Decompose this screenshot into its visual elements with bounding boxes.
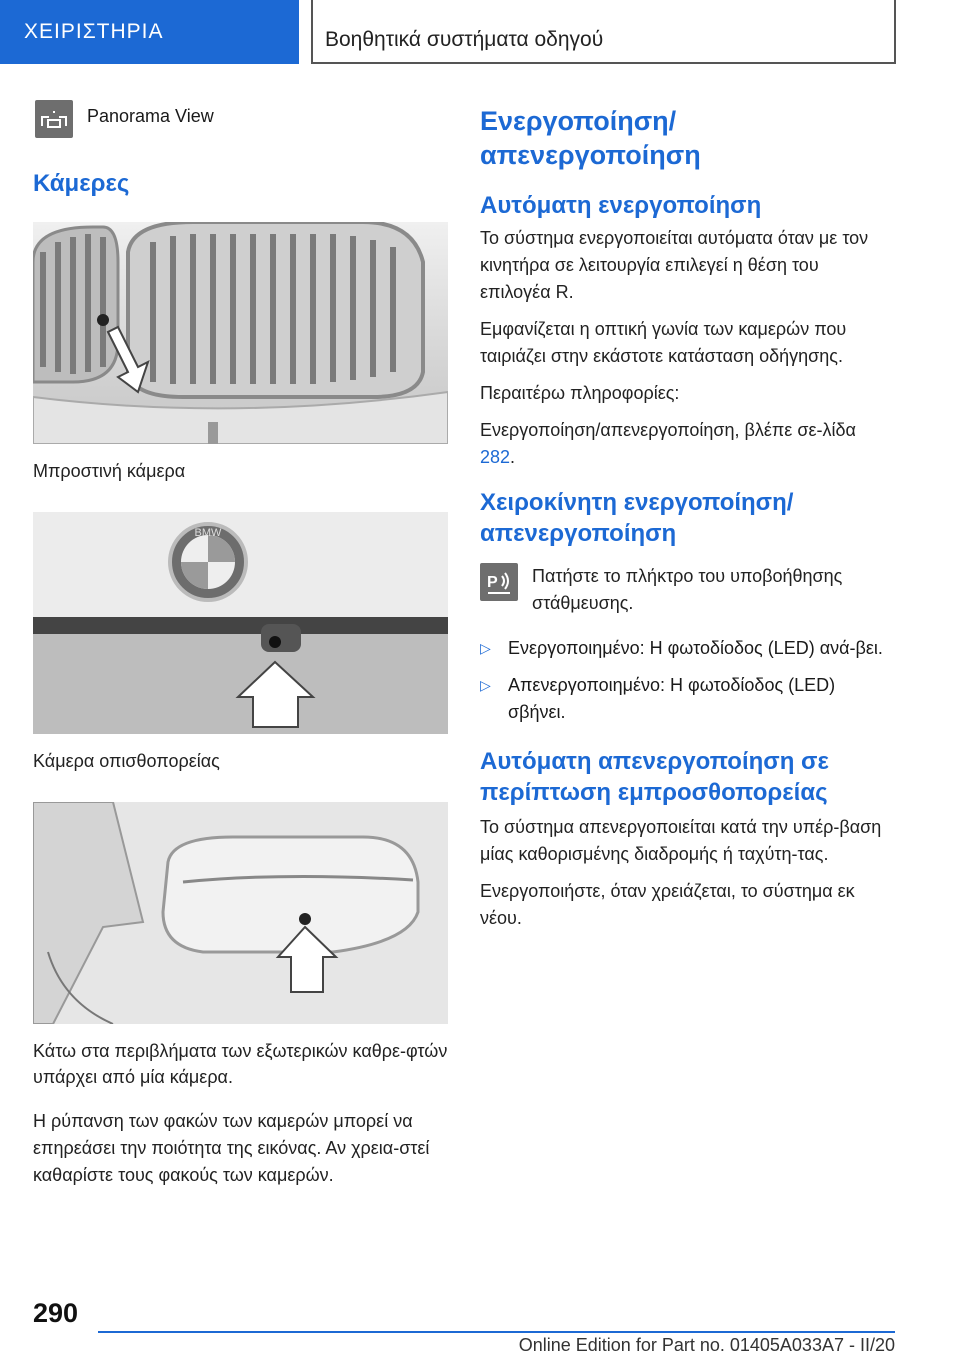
auto-activation-text-1: Το σύστημα ενεργοποιείται αυτόματα όταν με τον κινητήρα σε λειτουργία επιλεγεί η θέση του επιλογέα R. <box>480 228 869 302</box>
activation-heading: Ενεργοποίηση/απενεργοποίηση <box>480 106 701 170</box>
forward-deactivation-text-2: Ενεργοποιήστε, όταν χρειάζεται, το σύστημα εκ νέου. <box>480 881 855 928</box>
mirror-camera-image <box>33 802 448 1024</box>
see-page-reference <box>480 417 885 471</box>
bmw-logo-text: BMW <box>194 527 222 539</box>
triangle-bullet-icon: ▷ <box>480 677 491 693</box>
chapter-header <box>311 0 896 64</box>
chapter-title: Βοηθητικά συστήματα οδηγού <box>325 28 604 51</box>
section-title: ΧΕΙΡΙΣΤΗΡΙΑ <box>24 20 164 43</box>
mirror-camera-caption: Κάτω στα περιβλήματα των εξωτερικών καθρε-φτών υπάρχει από μία κάμερα. <box>33 1041 448 1087</box>
bullet-led-off <box>480 672 885 726</box>
park-assist-button-icon <box>480 563 518 601</box>
bullet-led-on <box>480 635 885 662</box>
panorama-view-label: Panorama View <box>87 106 214 126</box>
rear-camera-image <box>33 512 448 734</box>
cameras-heading: Κάμερες <box>33 170 130 197</box>
svg-text:P: P <box>487 574 498 591</box>
manual-activation-heading: Χειροκίνητη ενεργοποίηση/ απενεργοποίηση <box>480 489 794 547</box>
bullet-led-on-text: Ενεργοποιημένο: Η φωτοδίοδος (LED) ανά-βει. <box>508 638 883 658</box>
left-column <box>33 100 448 1199</box>
panorama-view-icon <box>35 100 73 138</box>
section-tab <box>0 0 299 64</box>
manual-activation-text: Πατήστε το πλήκτρο του υποβοήθησης στάθμευσης. <box>532 566 843 613</box>
further-info-label: Περαιτέρω πληροφορίες: <box>480 383 680 403</box>
front-camera-caption: Μπροστινή κάμερα <box>33 461 186 481</box>
forward-deactivation-heading: Αυτόματη απενεργοποίηση σε περίπτωση εμπροσθοπορείας <box>480 748 829 806</box>
edition-footer: Online Edition for Part no. 01405A033A7 - II/20 <box>518 1335 895 1355</box>
lens-cleaning-note: Η ρύπανση των φακών των καμερών μπορεί να επηρεάσει την ποιότητα της εικόνας. Αν χρεια-στεί καθαρίστε τους φακούς των καμερών. <box>33 1111 430 1185</box>
forward-deactivation-text-1: Το σύστημα απενεργοποιείται κατά την υπέρ-βαση μίας καθορισμένης διαδρομής ή ταχύτη-τας. <box>480 817 882 864</box>
front-camera-image <box>33 222 448 444</box>
page-link-282[interactable]: 282 <box>480 447 511 467</box>
see-page-text: Ενεργοποίηση/απενεργοποίηση, βλέπε σε-λίδα <box>480 420 856 440</box>
footer-divider <box>98 1331 895 1333</box>
right-column <box>480 100 885 942</box>
page-number: 290 <box>33 1298 79 1328</box>
triangle-bullet-icon: ▷ <box>480 640 491 656</box>
see-page-end: . <box>510 447 516 467</box>
auto-activation-text-2: Εμφανίζεται η οπτική γωνία των καμερών που ταιριάζει στην εκάστοτε κατάσταση οδήγησης. <box>480 319 847 366</box>
auto-activation-heading: Αυτόματη ενεργοποίηση <box>480 192 762 219</box>
rear-camera-caption: Κάμερα οπισθοπορείας <box>33 751 220 771</box>
bullet-led-off-text: Απενεργοποιημένο: Η φωτοδίοδος (LED) σβήνει. <box>508 675 836 722</box>
